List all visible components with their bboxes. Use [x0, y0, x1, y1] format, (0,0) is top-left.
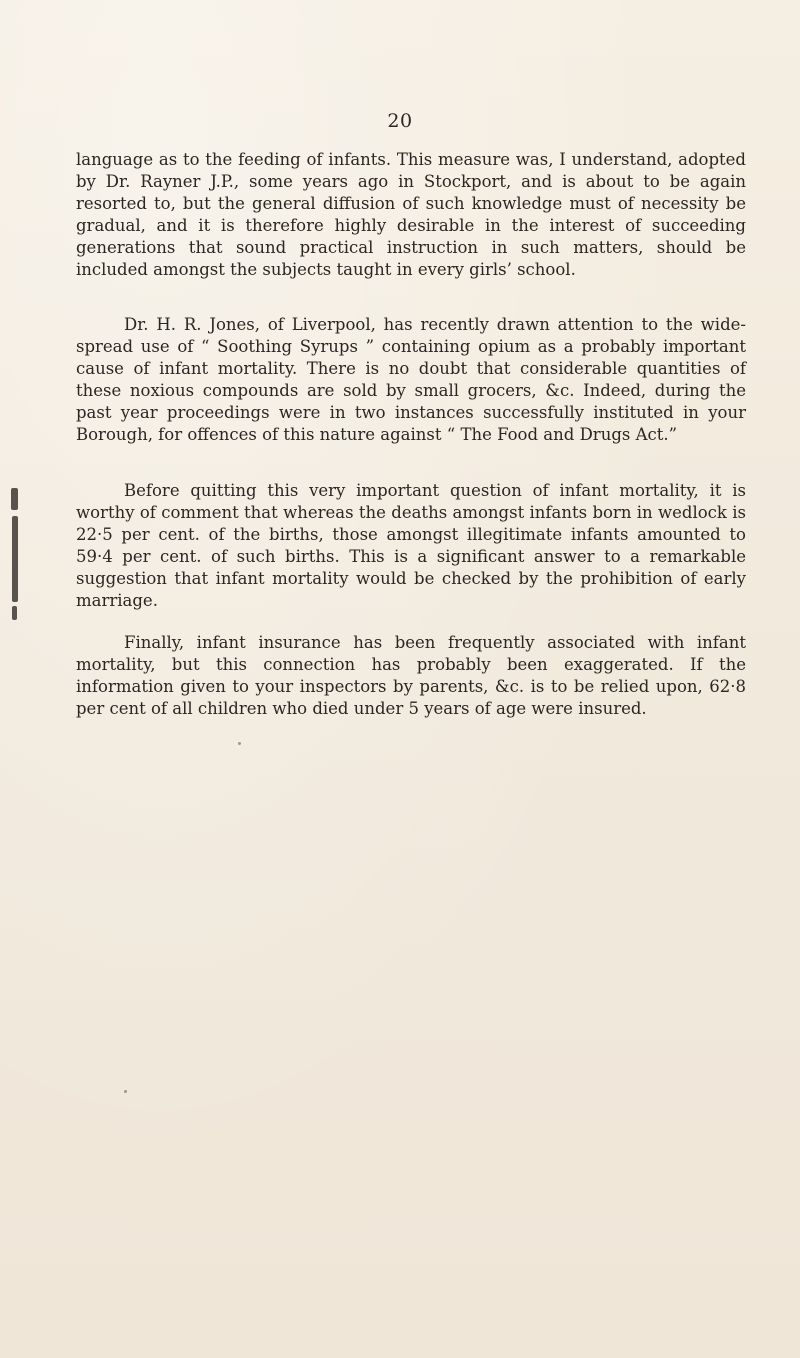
binding-mark — [11, 488, 18, 510]
paragraph-text: language as to the feeding of infants. This measure was, I understand, adopted by Dr. Rayner J.P., some years ago in Stockport, and is about to be again resorted to, but the general diffusion of such knowledge must of necessity be gradual, and it is therefore highly desirable in the interest of succeeding generations that sound practical instruction in such matters, should be included amongst the subjects taught in every girls’ school. — [76, 150, 746, 279]
paper-speck — [124, 1090, 127, 1093]
paragraph-text: Finally, infant insurance has been frequently associated with infant mortality, but this connection has probably been exaggerated. If the information given to your inspectors by parents, &c. is to be relied upon, 62·8 per cent of all children who died under 5 years of age were insured. — [76, 633, 746, 718]
paragraph-soothing-syrups — [76, 314, 746, 446]
paragraph-illegitimate-mortality — [76, 480, 746, 612]
paragraph-text: Dr. H. R. Jones, of Liverpool, has recently drawn attention to the wide-spread use of “ Soothing Syrups ” containing opium as a probably important cause of infant mortality. There is no doubt that considerable quantities of these noxious compounds are sold by small grocers, &c. Indeed, during the past year proceedings were in two instances successfully instituted in your Borough, for offences of this nature against “ The Food and Drugs Act.” — [76, 315, 746, 444]
paragraph-infant-insurance — [76, 632, 746, 720]
binding-mark — [12, 516, 18, 602]
paper-speck — [238, 742, 241, 745]
paragraph-text: Before quitting this very important question of infant mortality, it is worthy of comment that whereas the deaths amongst infants born in wedlock is 22·5 per cent. of the births, those amongst illegitimate infants amounted to 59·4 per cent. of such births. This is a significant answer to a remarkable suggestion that infant mortality would be checked by the prohibition of early marriage. — [76, 481, 746, 610]
binding-mark — [12, 606, 17, 620]
paragraph-infant-feeding — [76, 149, 746, 281]
page-number: 20 — [387, 110, 413, 132]
